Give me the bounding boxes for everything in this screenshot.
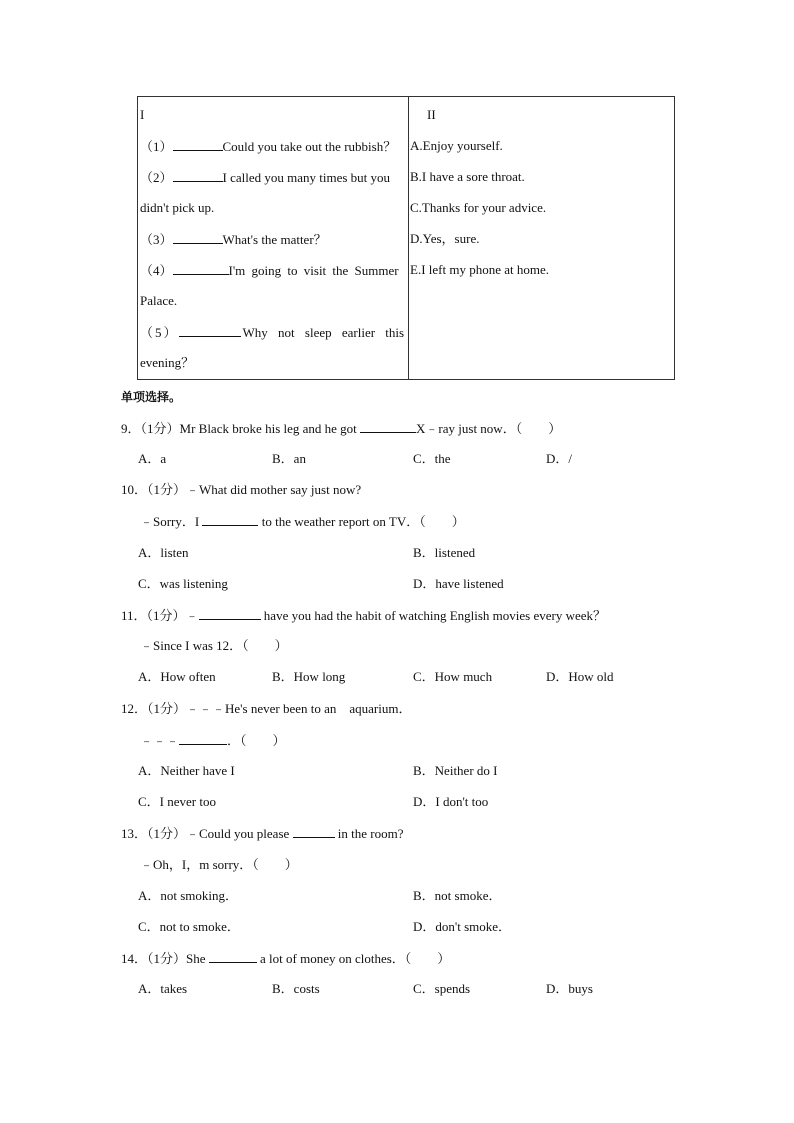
matching-table bbox=[137, 96, 675, 380]
question-10-reply bbox=[140, 513, 465, 530]
question-13 bbox=[121, 825, 404, 842]
q10-option-a[interactable]: A．listen bbox=[138, 545, 189, 560]
q12-option-c[interactable]: C．I never too bbox=[138, 794, 216, 809]
answer-blank bbox=[173, 231, 223, 244]
question-stem: Mr Black broke his leg and he got bbox=[179, 421, 361, 436]
question-number: 9．（1分） bbox=[121, 421, 180, 436]
item-number: （4） bbox=[140, 263, 173, 278]
answer-blank bbox=[173, 169, 223, 182]
table-column-1 bbox=[138, 97, 409, 379]
question-stem: ﹣Could you please bbox=[186, 826, 293, 841]
q10-option-d[interactable]: D．have listened bbox=[413, 576, 504, 591]
q11-option-a[interactable]: A．How often bbox=[138, 669, 216, 684]
reply-text-end: ．（ ） bbox=[227, 733, 286, 748]
reply-text: ﹣Sorry．I bbox=[140, 514, 203, 529]
item-number: （1） bbox=[140, 139, 173, 154]
column-1-header: I bbox=[140, 107, 145, 122]
q14-option-b[interactable]: B．costs bbox=[272, 981, 320, 996]
q12-option-b[interactable]: B．Neither do I bbox=[413, 763, 498, 778]
question-stem-end: a lot of money on clothes．（ ） bbox=[256, 951, 451, 966]
q9-option-c[interactable]: C．the bbox=[413, 451, 451, 466]
question-stem-end: X﹣ray just now．（ ） bbox=[416, 421, 562, 436]
q14-option-c[interactable]: C．spends bbox=[413, 981, 471, 996]
item-number: （3） bbox=[140, 232, 173, 247]
q9-option-d[interactable]: D．/ bbox=[546, 451, 573, 466]
q13-option-c[interactable]: C．not to smoke． bbox=[138, 919, 240, 934]
left-item-2-continued: didn't pick up. bbox=[140, 200, 215, 215]
q12-option-d[interactable]: D．I don't too bbox=[413, 794, 489, 809]
answer-blank bbox=[360, 420, 416, 433]
q9-option-b[interactable]: B．an bbox=[272, 451, 306, 466]
answer-blank bbox=[179, 324, 241, 337]
q13-option-b[interactable]: B．not smoke． bbox=[413, 888, 502, 903]
question-11 bbox=[121, 607, 606, 624]
question-number: 11．（1分） bbox=[121, 608, 186, 623]
right-item-b: B.I have a sore throat. bbox=[410, 169, 525, 184]
q14-option-d[interactable]: D．buys bbox=[546, 981, 593, 996]
question-stem-end: have you had the habit of watching English movies every week？ bbox=[260, 608, 607, 623]
left-item-4 bbox=[140, 262, 399, 279]
item-number: （5） bbox=[140, 325, 179, 340]
question-9 bbox=[121, 420, 561, 437]
question-stem: ﹣﹣﹣He's never been to an aquarium． bbox=[186, 701, 412, 716]
q13-option-a[interactable]: A．not smoking． bbox=[138, 888, 239, 903]
answer-blank bbox=[293, 825, 335, 838]
item-number: （2） bbox=[140, 170, 173, 185]
answer-blank bbox=[173, 138, 223, 151]
answer-blank bbox=[209, 950, 257, 963]
question-stem: ﹣What did mother say just now? bbox=[186, 482, 362, 497]
q12-option-a[interactable]: A．Neither have I bbox=[138, 763, 235, 778]
question-12-reply bbox=[140, 732, 286, 749]
item-text: Could you take out the rubbish？ bbox=[222, 139, 397, 154]
question-number: 10．（1分） bbox=[121, 482, 187, 497]
q11-option-b[interactable]: B．How long bbox=[272, 669, 346, 684]
left-item-4-continued: Palace. bbox=[140, 293, 178, 308]
table-column-2 bbox=[409, 97, 674, 379]
answer-blank bbox=[202, 513, 258, 526]
reply-text-end: to the weather report on TV．（ ） bbox=[258, 514, 465, 529]
right-item-a: A.Enjoy yourself. bbox=[410, 138, 503, 153]
answer-blank bbox=[179, 732, 227, 745]
q11-option-c[interactable]: C．How much bbox=[413, 669, 493, 684]
left-item-2 bbox=[140, 169, 390, 186]
column-2-header: II bbox=[427, 107, 436, 122]
question-13-reply: ﹣Oh，I，m sorry．（ ） bbox=[140, 857, 298, 872]
question-stem-end: in the room? bbox=[334, 826, 404, 841]
question-stem: She bbox=[186, 951, 209, 966]
section-title: 单项选择。 bbox=[121, 390, 182, 404]
question-11-reply: ﹣Since I was 12．（ ） bbox=[140, 638, 288, 653]
q10-option-b[interactable]: B．listened bbox=[413, 545, 476, 560]
right-item-d: D.Yes，sure. bbox=[410, 231, 480, 246]
question-stem: ﹣ bbox=[185, 608, 199, 623]
answer-blank bbox=[173, 262, 229, 275]
q13-option-d[interactable]: D．don't smoke． bbox=[413, 919, 512, 934]
q14-option-a[interactable]: A．takes bbox=[138, 981, 188, 996]
item-text: I called you many times but you bbox=[222, 170, 391, 185]
left-item-1 bbox=[140, 138, 396, 155]
right-item-e: E.I left my phone at home. bbox=[410, 262, 549, 277]
question-12 bbox=[121, 701, 411, 717]
question-10 bbox=[121, 482, 361, 498]
reply-text: ﹣﹣﹣ bbox=[140, 733, 180, 748]
q10-option-c[interactable]: C．was listening bbox=[138, 576, 228, 591]
left-item-3 bbox=[140, 231, 327, 248]
item-text: Why not sleep earlier this bbox=[242, 325, 405, 340]
right-item-c: C.Thanks for your advice. bbox=[410, 200, 547, 215]
item-text: What's the matter？ bbox=[222, 232, 327, 247]
question-number: 13．（1分） bbox=[121, 826, 187, 841]
question-14 bbox=[121, 950, 450, 967]
q11-option-d[interactable]: D．How old bbox=[546, 669, 614, 684]
answer-blank bbox=[199, 607, 261, 620]
question-number: 12．（1分） bbox=[121, 701, 187, 716]
q9-option-a[interactable]: A．a bbox=[138, 451, 167, 466]
left-item-5 bbox=[140, 324, 404, 341]
question-number: 14．（1分） bbox=[121, 951, 187, 966]
left-item-5-continued: evening？ bbox=[140, 355, 195, 370]
item-text: I'm going to visit the Summer bbox=[228, 263, 399, 278]
